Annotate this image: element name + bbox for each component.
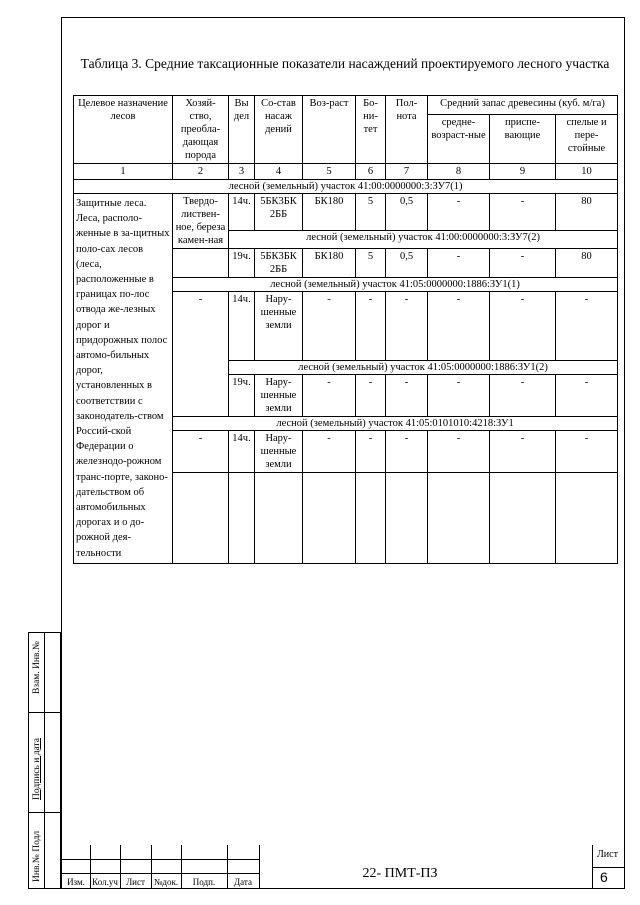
header-bonitet: Бо-ни-тет (356, 96, 386, 164)
age-cell: БК180 (303, 249, 356, 278)
col-number: 3 (229, 164, 255, 180)
header-species: Хозяй-ство, преобла-дающая порода (173, 96, 229, 164)
species-cell: Твердо-листвен-ное, береза камен-ная (173, 194, 229, 249)
data-label: Дата (234, 877, 252, 887)
vydel-cell: 19ч. (229, 249, 255, 278)
age-cell: - (303, 430, 356, 472)
density-cell: 0,5 (386, 249, 428, 278)
signature-date-label: Подпись и дата (32, 737, 42, 800)
bonitet-cell: 5 (356, 194, 386, 231)
column-numbers-row (74, 164, 618, 180)
header-vydel: Вы дел (229, 96, 255, 164)
podp-label: Подп. (192, 877, 216, 887)
document-number: 22- ПМТ-ПЗ (362, 866, 438, 881)
stock-ripening-cell: - (490, 292, 556, 361)
header-stock-mid: средне-возраст-ные (428, 114, 490, 163)
bonitet-cell: - (356, 374, 386, 416)
composition-cell: Нару-шенные земли (255, 430, 303, 472)
table-row (74, 194, 618, 231)
sheet-label: Лист (597, 849, 618, 860)
inv-no-podl-label: Инв.№ Подл (32, 830, 42, 882)
stock-mature-cell: 80 (556, 194, 618, 231)
age-cell: - (303, 374, 356, 416)
stock-mature-cell: - (556, 292, 618, 361)
stock-mid-cell: - (428, 194, 490, 231)
kol-uch-label: Кол.уч (92, 877, 118, 887)
purpose-cell: Защитные леса. Леса, располо-женные в за-щитных поло-сах лесов (леса, расположенные в границах по-лос отвода же-лезных дорог и придорожных полос автомо-бильных дорог, установленных в соответствии с законодатель-ством Россий-ской Федерации о железнодо-рожном транс-порте, законо-дательством об автомобильных дорогах и о до-рожной дея-тельности (74, 194, 173, 564)
list-col-label: Лист (126, 877, 145, 887)
bonitet-cell: - (356, 292, 386, 361)
density-cell: 0,5 (386, 194, 428, 231)
composition-cell: Нару-шенные земли (255, 374, 303, 416)
plot-row: лесной (земельный) участок 41:05:0000000:1886:ЗУ1(2) (229, 360, 618, 374)
composition-cell: 5БК3БК 2ББ (255, 249, 303, 278)
vydel-cell: 19ч. (229, 374, 255, 416)
izm-label: Изм. (67, 877, 85, 887)
stock-mid-cell: - (428, 249, 490, 278)
bonitet-cell: - (356, 430, 386, 472)
header-stock-mature: спелые и пере-стойные (556, 114, 618, 163)
col-number: 1 (74, 164, 173, 180)
col-number: 8 (428, 164, 490, 180)
age-cell: - (303, 292, 356, 361)
composition-cell: 5БК3БК 2ББ (255, 194, 303, 231)
table-title: Таблица 3. Средние таксационные показатели насаждений проектируемого лесного участка (80, 56, 610, 71)
vydel-cell: 14ч. (229, 430, 255, 472)
col-number: 6 (356, 164, 386, 180)
header-purpose: Целевое назначение лесов (74, 96, 173, 164)
col-number: 4 (255, 164, 303, 180)
header-stock: Средний запас древесины (куб. м/га) (428, 96, 618, 115)
col-number: 9 (490, 164, 556, 180)
plot-row: лесной (земельный) участок 41:05:0000000:1886:ЗУ1(1) (173, 278, 618, 292)
header-stock-ripening: приспе-вающие (490, 114, 556, 163)
species-cell: - (173, 430, 229, 472)
stock-mature-cell: 80 (556, 249, 618, 278)
header-composition: Со-став насаж дений (255, 96, 303, 164)
header-density: Пол-нота (386, 96, 428, 164)
density-cell: - (386, 374, 428, 416)
density-cell: - (386, 292, 428, 361)
stock-ripening-cell: - (490, 374, 556, 416)
stock-mature-cell: - (556, 374, 618, 416)
forest-stand-table (73, 95, 618, 564)
header-age: Воз-раст (303, 96, 356, 164)
sheet-number: 6 (600, 869, 608, 885)
col-number: 7 (386, 164, 428, 180)
side-stamp (28, 632, 61, 889)
vzam-inv-label: Взам. Инв.№ (32, 641, 42, 694)
species-cell: - (173, 292, 229, 417)
col-number: 2 (173, 164, 229, 180)
stock-mid-cell: - (428, 374, 490, 416)
stock-mid-cell: - (428, 430, 490, 472)
stock-ripening-cell: - (490, 194, 556, 231)
stock-ripening-cell: - (490, 249, 556, 278)
stock-ripening-cell: - (490, 430, 556, 472)
density-cell: - (386, 430, 428, 472)
vydel-cell: 14ч. (229, 292, 255, 361)
stock-mature-cell: - (556, 430, 618, 472)
plot-row: лесной (земельный) участок 41:00:0000000:3:ЗУ7(1) (74, 180, 618, 194)
col-number: 10 (556, 164, 618, 180)
stock-mid-cell: - (428, 292, 490, 361)
plot-row: лесной (земельный) участок 41:05:0101010:4218:ЗУ1 (173, 416, 618, 430)
plot-row: лесной (земельный) участок 41:00:0000000:3:ЗУ7(2) (229, 231, 618, 249)
vydel-cell: 14ч. (229, 194, 255, 231)
bonitet-cell: 5 (356, 249, 386, 278)
composition-cell: Нару-шенные земли (255, 292, 303, 361)
col-number: 5 (303, 164, 356, 180)
age-cell: БК180 (303, 194, 356, 231)
n-dok-label: №док. (153, 877, 179, 887)
